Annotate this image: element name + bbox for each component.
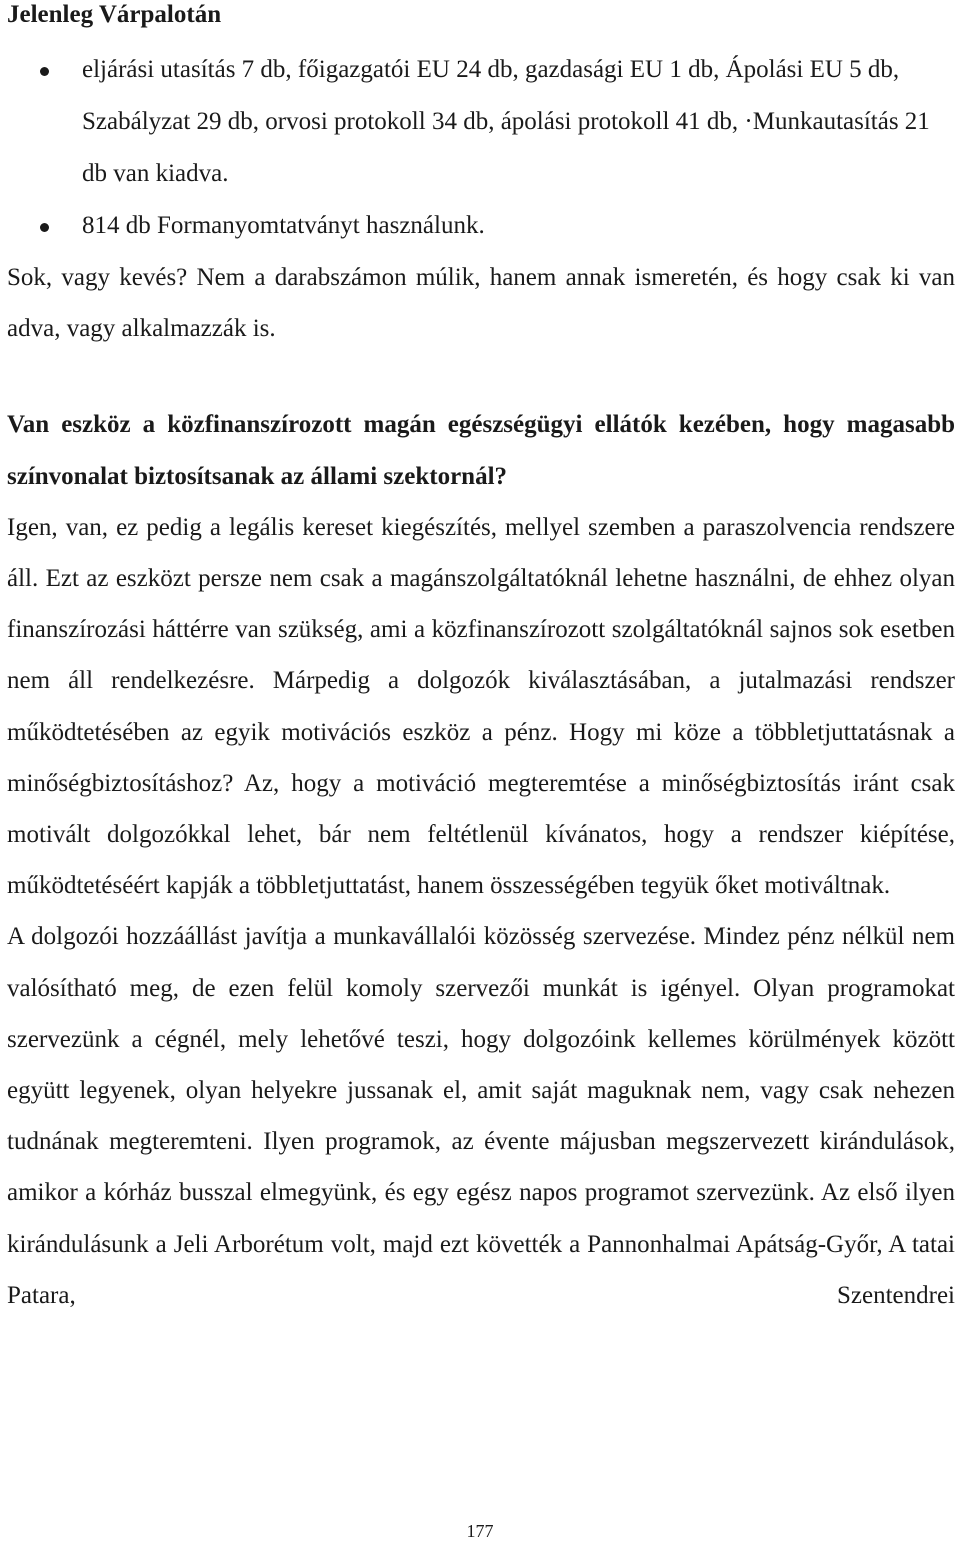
list-item (7, 200, 955, 252)
question-heading: Van eszköz a közfinanszírozott magán egészségügyi ellátók kezében, hogy magasabb színvonalat biztosítsanak az állami szektornál? (7, 411, 955, 490)
list-item (7, 44, 955, 200)
bullet-list (7, 44, 955, 252)
list-item-text: 814 db Formanyomtatványt használunk. (82, 212, 485, 239)
page-number: 177 (466, 1521, 494, 1541)
section-heading: Jelenleg Várpalotán (7, 1, 222, 28)
bullet-icon (40, 67, 49, 76)
bullet-icon (40, 223, 49, 232)
document-page (7, 0, 955, 1321)
paragraph: Igen, van, ez pedig a legális kereset kiegészítés, mellyel szemben a paraszolvencia rendszere áll. Ezt az eszközt persze nem csak a magánszolgáltatóknál lehetne használni, de ehhez olyan finanszírozási háttérre van szükség, ami a közfinanszírozott szolgáltatóknál sajnos sok esetben nem áll rendelkezésre. Márpedig a dolgozók kiválasztásában, a jutalmazási rendszer működtetésében az egyik motivációs eszköz a pénz. Hogy mi köze a többletjuttatásnak a minőségbiztosításhoz? Az, hogy a motiváció megteremtése a minőségbiztosítás iránt csak motivált dolgozókkal lehet, bár nem feltétlenül kívánatos, hogy a rendszer kiépítése, működtetéséért kapják a többletjuttatást, hanem összességében tegyük őket motiváltnak. (7, 513, 955, 900)
list-item-text: eljárási utasítás 7 db, főigazgatói EU 24 db, gazdasági EU 1 db, Ápolási EU 5 db, Szabályzat 29 db, orvosi protokoll 34 db, ápolási protokoll 41 db, ·Munkautasítás 21 db van kiadva. (82, 56, 930, 187)
paragraph: Sok, vagy kevés? Nem a darabszámon múlik, hanem annak ismeretén, és hogy csak ki van adva, vagy alkalmazzák is. (7, 264, 955, 343)
paragraph: A dolgozói hozzáállást javítja a munkavállalói közösség szervezése. Mindez pénz nélkül nem valósítható meg, de ezen felül komoly szervezői munkát is igényel. Olyan programokat szervezünk a cégnél, mely lehetővé teszi, hogy dolgozóink kellemes körülmények között együtt legyenek, olyan helyekre jussanak el, amit saját maguknak nem, vagy csak nehezen tudnának megteremteni. Ilyen programok, az évente májusban megszervezett kirándulások, amikor a kórház busszal elmegyünk, és egy egész napos programot szervezünk. Az első ilyen kirándulásunk a Jeli Arborétum volt, majd ezt követték a Pannonhalmai Apátság-Győr, A tatai Patara, Szentendrei (7, 923, 955, 1309)
